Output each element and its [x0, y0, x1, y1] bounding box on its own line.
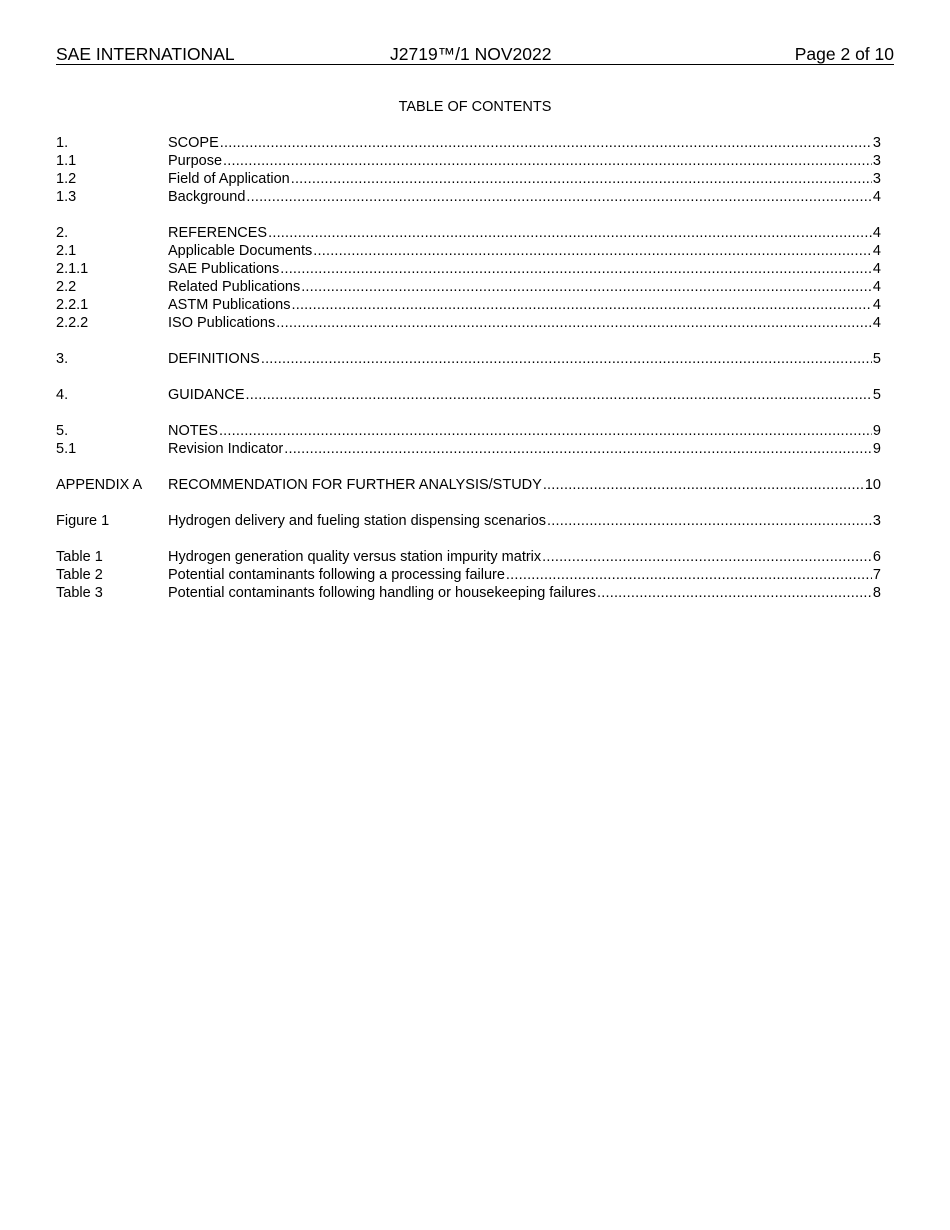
toc-entry-title: ASTM Publications: [168, 297, 291, 313]
toc-dot-leader: [268, 224, 872, 242]
toc-entry-page: 6: [872, 549, 881, 565]
toc-entry-title: Applicable Documents: [168, 243, 313, 259]
toc-entry[interactable]: [56, 476, 881, 494]
toc-entry-number: 1.3: [56, 189, 77, 205]
toc-entry-number: Figure 1: [56, 513, 110, 529]
toc-dot-leader: [219, 422, 872, 440]
toc-group: [56, 476, 881, 494]
toc-entry-number: 1.2: [56, 171, 77, 187]
toc-entry-number: 1.: [56, 135, 69, 151]
toc-entry-title: RECOMMENDATION FOR FURTHER ANALYSIS/STUDY: [168, 477, 542, 493]
toc-entry-page: 8: [872, 585, 881, 601]
toc-entry-page: 7: [872, 567, 881, 583]
toc-dot-leader: [313, 242, 872, 260]
toc-group: [56, 386, 881, 404]
toc-dot-leader: [547, 512, 872, 530]
toc-entry-title: Revision Indicator: [168, 441, 284, 457]
toc-entry-page: 4: [872, 279, 881, 295]
toc-entry-number: 5.1: [56, 441, 77, 457]
toc-entry[interactable]: [56, 296, 881, 314]
toc-dot-leader: [506, 566, 872, 584]
toc-heading: TABLE OF CONTENTS: [398, 99, 552, 115]
toc-entry-title: SCOPE: [168, 135, 219, 151]
toc-entry[interactable]: [56, 350, 881, 368]
toc-entry-page: 4: [872, 297, 881, 313]
toc-entry-page: 9: [872, 423, 881, 439]
toc-dot-leader: [597, 584, 872, 602]
toc-dot-leader: [276, 314, 872, 332]
toc-entry-page: 10: [864, 477, 881, 493]
toc-entry-page: 4: [872, 315, 881, 331]
toc-entry[interactable]: [56, 152, 881, 170]
toc-entry-title: ISO Publications: [168, 315, 276, 331]
toc-entry-title: Hydrogen generation quality versus station impurity matrix: [168, 549, 542, 565]
toc-entry-page: 4: [872, 243, 881, 259]
toc-entry-page: 4: [872, 189, 881, 205]
toc-entry[interactable]: [56, 422, 881, 440]
toc-entry[interactable]: [56, 512, 881, 530]
toc-dot-leader: [223, 152, 872, 170]
toc-entry[interactable]: [56, 278, 881, 296]
toc-entry-page: 3: [872, 513, 881, 529]
toc-entry-page: 5: [872, 351, 881, 367]
toc-dot-leader: [284, 440, 872, 458]
toc-entry-title: Field of Application: [168, 171, 290, 187]
toc-entry[interactable]: [56, 584, 881, 602]
toc-entry-page: 5: [872, 387, 881, 403]
toc-entry-page: 3: [872, 153, 881, 169]
toc-dot-leader: [291, 170, 872, 188]
toc-entry[interactable]: [56, 134, 881, 152]
toc-entry[interactable]: [56, 224, 881, 242]
table-of-contents: [56, 134, 881, 620]
toc-dot-leader: [542, 548, 872, 566]
toc-entry-title: NOTES: [168, 423, 218, 439]
toc-entry[interactable]: [56, 314, 881, 332]
toc-entry[interactable]: [56, 188, 881, 206]
toc-entry-title: Potential contaminants following a processing failure: [168, 567, 505, 583]
toc-group: [56, 224, 881, 332]
toc-entry[interactable]: [56, 440, 881, 458]
toc-entry-number: 2.1.1: [56, 261, 89, 277]
toc-entry-title: DEFINITIONS: [168, 351, 260, 367]
toc-dot-leader: [246, 188, 872, 206]
toc-group: [56, 134, 881, 206]
toc-entry-page: 3: [872, 135, 881, 151]
toc-entry-page: 4: [872, 261, 881, 277]
toc-entry-title: Related Publications: [168, 279, 301, 295]
toc-entry-number: 2.2.2: [56, 315, 89, 331]
toc-dot-leader: [543, 476, 864, 494]
toc-entry-number: Table 3: [56, 585, 103, 601]
toc-entry-number: 2.2.1: [56, 297, 89, 313]
toc-entry-number: 2.: [56, 225, 69, 241]
toc-dot-leader: [301, 278, 872, 296]
toc-entry-page: 9: [872, 441, 881, 457]
toc-entry-number: 2.2: [56, 279, 77, 295]
toc-entry[interactable]: [56, 566, 881, 584]
toc-entry[interactable]: [56, 242, 881, 260]
toc-dot-leader: [261, 350, 872, 368]
toc-entry-title: SAE Publications: [168, 261, 280, 277]
toc-entry-number: 2.1: [56, 243, 77, 259]
toc-dot-leader: [246, 386, 872, 404]
toc-entry[interactable]: [56, 170, 881, 188]
toc-entry-number: APPENDIX A: [56, 477, 143, 493]
toc-entry-number: Table 1: [56, 549, 103, 565]
toc-group: [56, 548, 881, 602]
toc-entry-title: Potential contaminants following handling or housekeeping failures: [168, 585, 597, 601]
toc-group: [56, 512, 881, 530]
toc-entry-number: Table 2: [56, 567, 103, 583]
toc-entry-number: 4.: [56, 387, 69, 403]
toc-entry[interactable]: [56, 548, 881, 566]
toc-group: [56, 422, 881, 458]
toc-entry-number: 5.: [56, 423, 69, 439]
toc-dot-leader: [220, 134, 872, 152]
toc-group: [56, 350, 881, 368]
toc-entry-page: 4: [872, 225, 881, 241]
toc-entry-title: Hydrogen delivery and fueling station dispensing scenarios: [168, 513, 547, 529]
toc-entry-title: GUIDANCE: [168, 387, 245, 403]
toc-entry[interactable]: [56, 386, 881, 404]
toc-entry[interactable]: [56, 260, 881, 278]
header-document-id: J2719™/1 NOV2022: [390, 44, 552, 64]
header-page-number: Page 2 of 10: [794, 44, 894, 64]
toc-entry-number: 3.: [56, 351, 69, 367]
toc-entry-number: 1.1: [56, 153, 77, 169]
toc-entry-page: 3: [872, 171, 881, 187]
toc-entry-title: Purpose: [168, 153, 223, 169]
page-header: [56, 44, 894, 65]
toc-entry-title: Background: [168, 189, 246, 205]
toc-entry-title: REFERENCES: [168, 225, 268, 241]
header-organization: SAE INTERNATIONAL: [56, 44, 235, 64]
toc-dot-leader: [292, 296, 872, 314]
toc-dot-leader: [280, 260, 872, 278]
